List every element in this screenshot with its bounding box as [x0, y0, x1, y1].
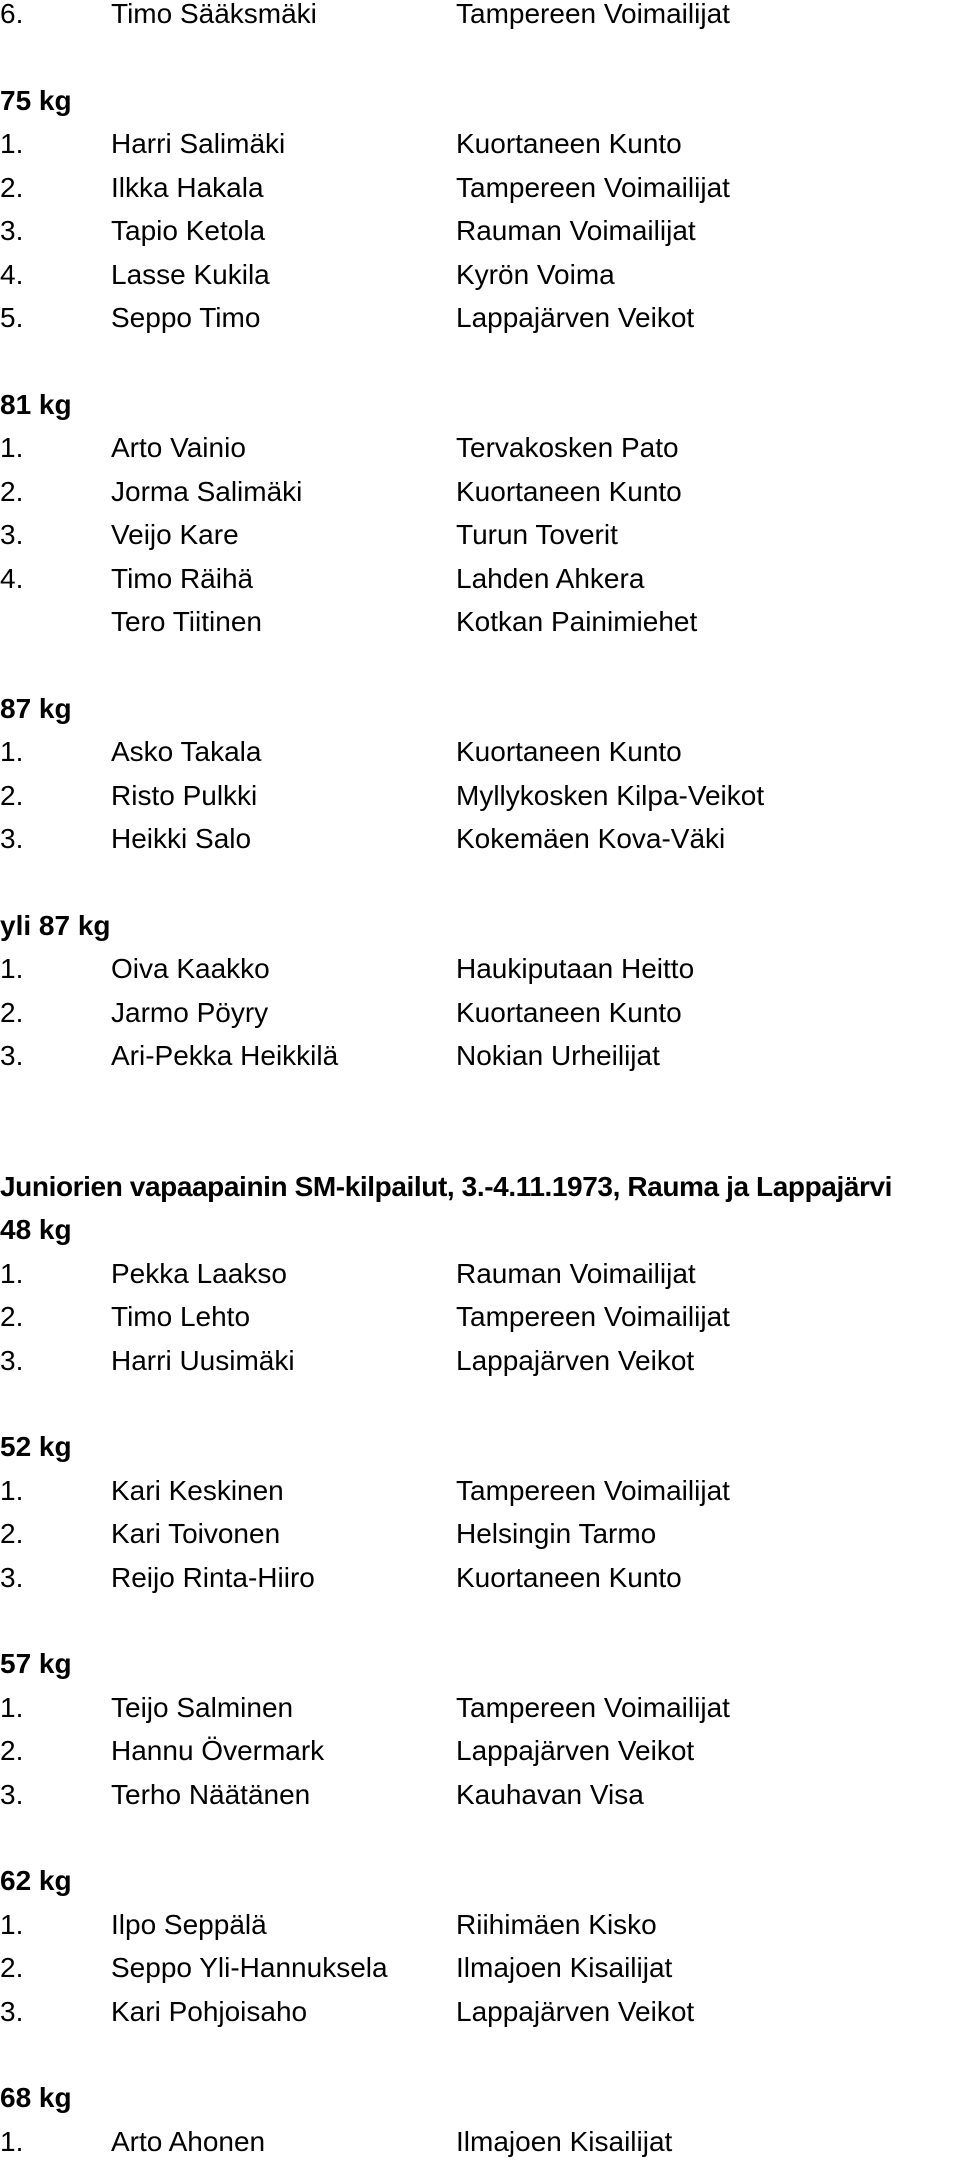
placing: 6.: [0, 0, 23, 36]
placing: 4.: [0, 557, 23, 601]
placing: 3.: [0, 1990, 23, 2034]
placing: 1.: [0, 426, 23, 470]
club-name: Lappajärven Veikot: [456, 296, 694, 340]
athlete-name: Timo Sääksmäki: [111, 0, 317, 36]
result-row: [0, 2120, 960, 2163]
spacer: [0, 1382, 960, 1425]
result-row: [0, 426, 960, 470]
placing: 1.: [0, 122, 23, 166]
athlete-name: Harri Uusimäki: [111, 1339, 295, 1383]
result-row: [0, 1946, 960, 1990]
club-name: Haukiputaan Heitto: [456, 947, 694, 991]
result-row: [0, 947, 960, 991]
result-row: [0, 1034, 960, 1078]
placing: 3.: [0, 1034, 23, 1078]
athlete-name: Pekka Laakso: [111, 1252, 287, 1296]
result-row: [0, 991, 960, 1035]
result-row: [0, 513, 960, 557]
club-name: Kuortaneen Kunto: [456, 470, 682, 514]
club-name: Kuortaneen Kunto: [456, 730, 682, 774]
club-name: Kokemäen Kova-Väki: [456, 817, 725, 861]
placing: 2.: [0, 470, 23, 514]
result-row: [0, 1512, 960, 1556]
athlete-name: Kari Toivonen: [111, 1512, 280, 1556]
result-row: [0, 1773, 960, 1817]
club-name: Rauman Voimailijat: [456, 1252, 696, 1296]
athlete-name: Timo Räihä: [111, 557, 253, 601]
placing: 2.: [0, 166, 23, 210]
result-row: [0, 1903, 960, 1947]
athlete-name: Ari-Pekka Heikkilä: [111, 1034, 338, 1078]
result-row: [0, 209, 960, 253]
club-name: Tampereen Voimailijat: [456, 166, 730, 210]
athlete-name: Heikki Salo: [111, 817, 251, 861]
athlete-name: Asko Takala: [111, 730, 261, 774]
placing: 1.: [0, 1469, 23, 1513]
result-row: [0, 1686, 960, 1730]
athlete-name: Risto Pulkki: [111, 774, 257, 818]
athlete-name: Kari Pohjoisaho: [111, 1990, 307, 2034]
placing: 2.: [0, 1512, 23, 1556]
club-name: Kyrön Voima: [456, 253, 615, 297]
placing: 2.: [0, 1729, 23, 1773]
athlete-name: Harri Salimäki: [111, 122, 285, 166]
competition-title: Juniorien vapaapainin SM-kilpailut, 3.-4.11.1973, Rauma ja Lappajärvi: [0, 1165, 892, 1209]
placing: 1.: [0, 1903, 23, 1947]
result-row: [0, 1469, 960, 1513]
placing: 2.: [0, 991, 23, 1035]
athlete-name: Tero Tiitinen: [111, 600, 262, 644]
result-row: [0, 253, 960, 297]
club-name: Lappajärven Veikot: [456, 1990, 694, 2034]
athlete-name: Seppo Timo: [111, 296, 260, 340]
result-row: [0, 730, 960, 774]
spacer: [0, 861, 960, 904]
athlete-name: Reijo Rinta-Hiiro: [111, 1556, 315, 1600]
club-name: Tampereen Voimailijat: [456, 1686, 730, 1730]
club-name: Tervakosken Pato: [456, 426, 679, 470]
placing: 1.: [0, 947, 23, 991]
club-name: Kuortaneen Kunto: [456, 122, 682, 166]
weight-class-heading: 87 kg: [0, 687, 960, 731]
spacer: [0, 1078, 960, 1165]
result-row: [0, 774, 960, 818]
spacer: [0, 36, 960, 79]
spacer: [0, 340, 960, 383]
result-row: [0, 1556, 960, 1600]
result-row: [0, 296, 960, 340]
weight-class-heading: 75 kg: [0, 79, 960, 123]
weight-class-heading: 57 kg: [0, 1642, 960, 1686]
athlete-name: Terho Näätänen: [111, 1773, 310, 1817]
weight-class-heading: 81 kg: [0, 383, 960, 427]
club-name: Ilmajoen Kisailijat: [456, 1946, 672, 1990]
placing: 1.: [0, 1252, 23, 1296]
result-row: [0, 470, 960, 514]
athlete-name: Oiva Kaakko: [111, 947, 270, 991]
placing: 3.: [0, 817, 23, 861]
athlete-name: Jorma Salimäki: [111, 470, 302, 514]
athlete-name: Ilkka Hakala: [111, 166, 264, 210]
placing: 3.: [0, 1773, 23, 1817]
club-name: Turun Toverit: [456, 513, 618, 557]
club-name: Tampereen Voimailijat: [456, 0, 730, 36]
athlete-name: Timo Lehto: [111, 1295, 250, 1339]
placing: 5.: [0, 296, 23, 340]
club-name: Kotkan Painimiehet: [456, 600, 697, 644]
athlete-name: Kari Keskinen: [111, 1469, 284, 1513]
club-name: Tampereen Voimailijat: [456, 1295, 730, 1339]
athlete-name: Arto Vainio: [111, 426, 246, 470]
weight-class-heading: yli 87 kg: [0, 904, 960, 948]
athlete-name: Ilpo Seppälä: [111, 1903, 267, 1947]
club-name: Tampereen Voimailijat: [456, 1469, 730, 1513]
athlete-name: Teijo Salminen: [111, 1686, 293, 1730]
club-name: Nokian Urheilijat: [456, 1034, 660, 1078]
result-row: [0, 0, 960, 36]
athlete-name: Hannu Övermark: [111, 1729, 324, 1773]
placing: 3.: [0, 513, 23, 557]
placing: 2.: [0, 1295, 23, 1339]
result-row: [0, 557, 960, 601]
result-row: [0, 122, 960, 166]
club-name: Kauhavan Visa: [456, 1773, 644, 1817]
spacer: [0, 1816, 960, 1859]
placing: 3.: [0, 1339, 23, 1383]
result-row: [0, 1339, 960, 1383]
weight-class-heading: 62 kg: [0, 1859, 960, 1903]
club-name: Lappajärven Veikot: [456, 1729, 694, 1773]
spacer: [0, 644, 960, 687]
result-row: [0, 1729, 960, 1773]
result-row: [0, 1252, 960, 1296]
result-row: [0, 1295, 960, 1339]
junior-weight-classes: [0, 1208, 960, 2163]
result-row: [0, 166, 960, 210]
placing: 2.: [0, 1946, 23, 1990]
placing: 4.: [0, 253, 23, 297]
competition-title-row: [0, 1165, 960, 1209]
athlete-name: Arto Ahonen: [111, 2120, 265, 2163]
athlete-name: Veijo Kare: [111, 513, 239, 557]
athlete-name: Seppo Yli-Hannuksela: [111, 1946, 388, 1990]
club-name: Ilmajoen Kisailijat: [456, 2120, 672, 2163]
athlete-name: Lasse Kukila: [111, 253, 270, 297]
result-row: [0, 1990, 960, 2034]
placing: 3.: [0, 209, 23, 253]
weight-class-heading: 52 kg: [0, 1425, 960, 1469]
club-name: Helsingin Tarmo: [456, 1512, 656, 1556]
club-name: Lappajärven Veikot: [456, 1339, 694, 1383]
result-row: [0, 817, 960, 861]
placing: 1.: [0, 2120, 23, 2163]
athlete-name: Jarmo Pöyry: [111, 991, 268, 1035]
club-name: Myllykosken Kilpa-Veikot: [456, 774, 764, 818]
club-name: Lahden Ahkera: [456, 557, 644, 601]
placing: 2.: [0, 774, 23, 818]
weight-class-heading: 48 kg: [0, 1208, 960, 1252]
club-name: Rauman Voimailijat: [456, 209, 696, 253]
placing: 1.: [0, 730, 23, 774]
weight-class-heading: 68 kg: [0, 2076, 960, 2120]
placing: 1.: [0, 1686, 23, 1730]
athlete-name: Tapio Ketola: [111, 209, 265, 253]
senior-weight-classes: [0, 79, 960, 1078]
club-name: Riihimäen Kisko: [456, 1903, 657, 1947]
spacer: [0, 1599, 960, 1642]
club-name: Kuortaneen Kunto: [456, 991, 682, 1035]
placing: 3.: [0, 1556, 23, 1600]
club-name: Kuortaneen Kunto: [456, 1556, 682, 1600]
result-row: [0, 600, 960, 644]
spacer: [0, 2033, 960, 2076]
